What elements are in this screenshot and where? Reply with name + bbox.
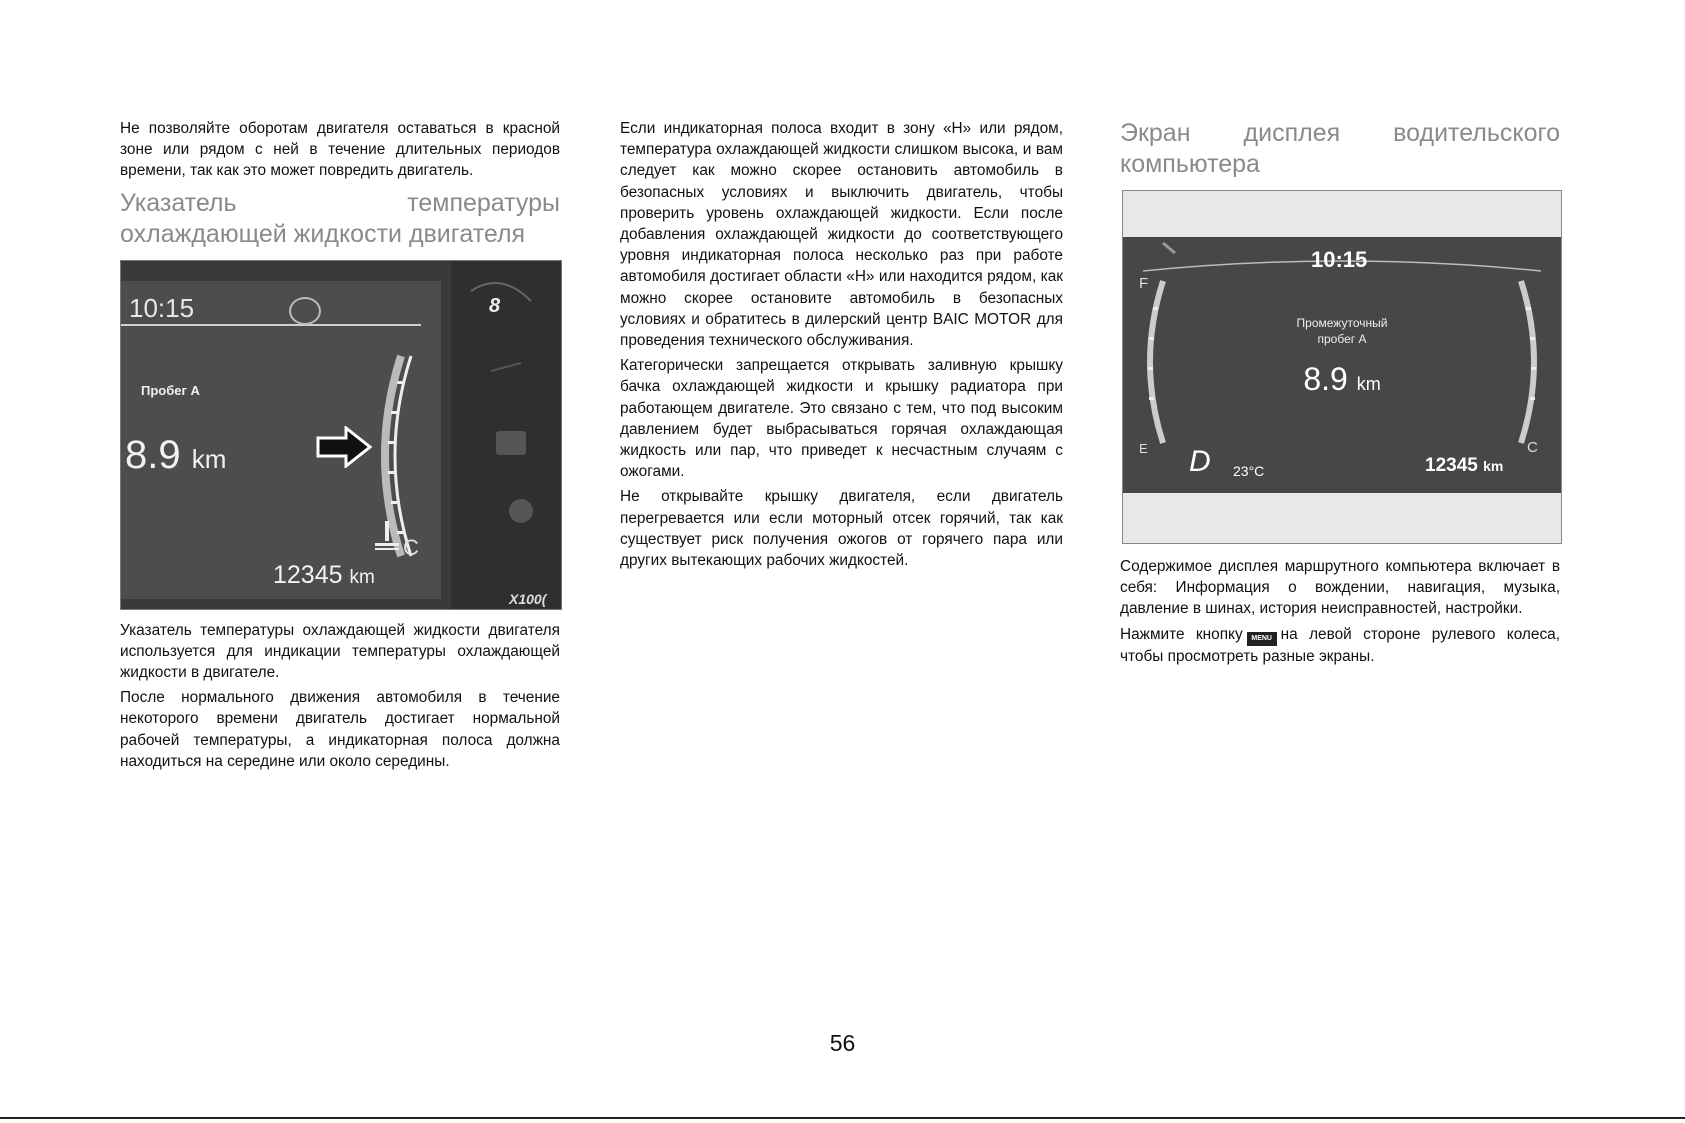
odometer: 12345 km <box>1425 455 1504 476</box>
column-left <box>120 118 560 772</box>
instrument-cluster-figure <box>120 260 562 610</box>
odometer: 12345 km <box>273 560 375 589</box>
coolant-thermometer-icon <box>373 519 401 551</box>
cluster-right-area <box>451 261 561 609</box>
trip-label: Пробег A <box>141 382 200 398</box>
page-number: 56 <box>829 1030 856 1056</box>
fuel-pump-off-icon <box>289 297 321 325</box>
cluster-corner-text: X100( <box>509 590 547 607</box>
column-middle <box>620 118 1063 571</box>
gauge-cold-letter: C <box>403 534 419 560</box>
paragraph-gauge-purpose: Указатель температуры охлаждающей жидкости двигателя используется для индикации температуры охлаждающей жидкости в двигателе. <box>120 621 560 682</box>
paragraph-display-contents: Содержимое дисплея маршрутного компьютера включает в себя: Информация о вождении, навигация, музыка, давление в шинах, история неисправностей, настройки. <box>1120 558 1560 618</box>
gear-digit: 8 <box>489 294 501 317</box>
trip-label: Промежуточный пробег A <box>1296 316 1388 346</box>
fuel-full-letter: F <box>1139 275 1149 292</box>
temperature-gauge-icon <box>1511 277 1551 447</box>
paragraph-normal-position: После нормального движения автомобиля в течение некоторого времени двигатель достигает нормальной рабочей температуры, а индикаторная полоса должна находиться на середине или около середины. <box>120 689 560 770</box>
trip-value: 8.9 km <box>1303 361 1381 397</box>
warning-hood: Не открывайте крышку двигателя, если двигатель перегревается или если моторный отсек горячий, так как существует риск получения ожогов от горячего пара или других вытекающих рабочих жидкостей. <box>620 488 1063 570</box>
warning-rpm: Не позволяйте оборотам двигателя оставаться в красной зоне или рядом с ней в течение длительных периодов времени, так как это может повредить двигатель. <box>120 120 560 180</box>
gear-indicator: D <box>1189 445 1211 478</box>
trip-value: 8.9 km <box>125 432 227 477</box>
display-time: 10:15 <box>1311 247 1368 272</box>
fuel-empty-letter: E <box>1139 441 1148 456</box>
outside-temperature: 23°C <box>1233 463 1265 479</box>
trip-computer-figure <box>1122 190 1562 544</box>
fuel-gauge-icon <box>1133 277 1173 447</box>
column-right <box>1120 118 1560 667</box>
warning-radiator-cap: Категорически запрещается открывать заливную крышку бачка охлаждающей жидкости и крышку радиатора при работающем двигателе. Это связано с тем, что под высоким давлением будет выбрасываться горячая охлаждающая жидкость или пар, что приведет к несчастным случаям с ожогами. <box>620 357 1063 481</box>
section-heading-coolant-gauge: Указатель температуры охлаждающей жидкости двигателя <box>120 188 560 248</box>
cluster-time: 10:15 <box>129 292 195 323</box>
section-heading-trip-computer: Экран дисплея водительского компьютера <box>1120 119 1560 178</box>
bottom-rule <box>0 1117 1685 1119</box>
cluster-divider <box>121 324 421 326</box>
menu-key-icon: MENU <box>1247 632 1277 646</box>
cluster-warning-icons <box>451 261 561 609</box>
paragraph-menu-button: Нажмите кнопку MENU на левой стороне рулевого колеса, чтобы просмотреть разные экраны. <box>1120 625 1560 665</box>
paragraph-overheat: Если индикаторная полоса входит в зону «H» или рядом, температура охлаждающей жидкости слишком высока, и вам следует как можно скорее остановить автомобиль в безопасных условиях и выключить двигатель, чтобы проверить уровень охлаждающей жидкости. Если после добавления охлаждающей жидкости до соответствующего уровня индикаторная полоса несколько раз при работе автомобиля достигает области «H» или находится рядом, как можно скорее остановите автомобиль в безопасных условиях и обратитесь в дилерский центр BAIC MOTOR для проведения технического обслуживания. <box>620 120 1063 350</box>
temp-cold-letter: C <box>1527 439 1538 456</box>
